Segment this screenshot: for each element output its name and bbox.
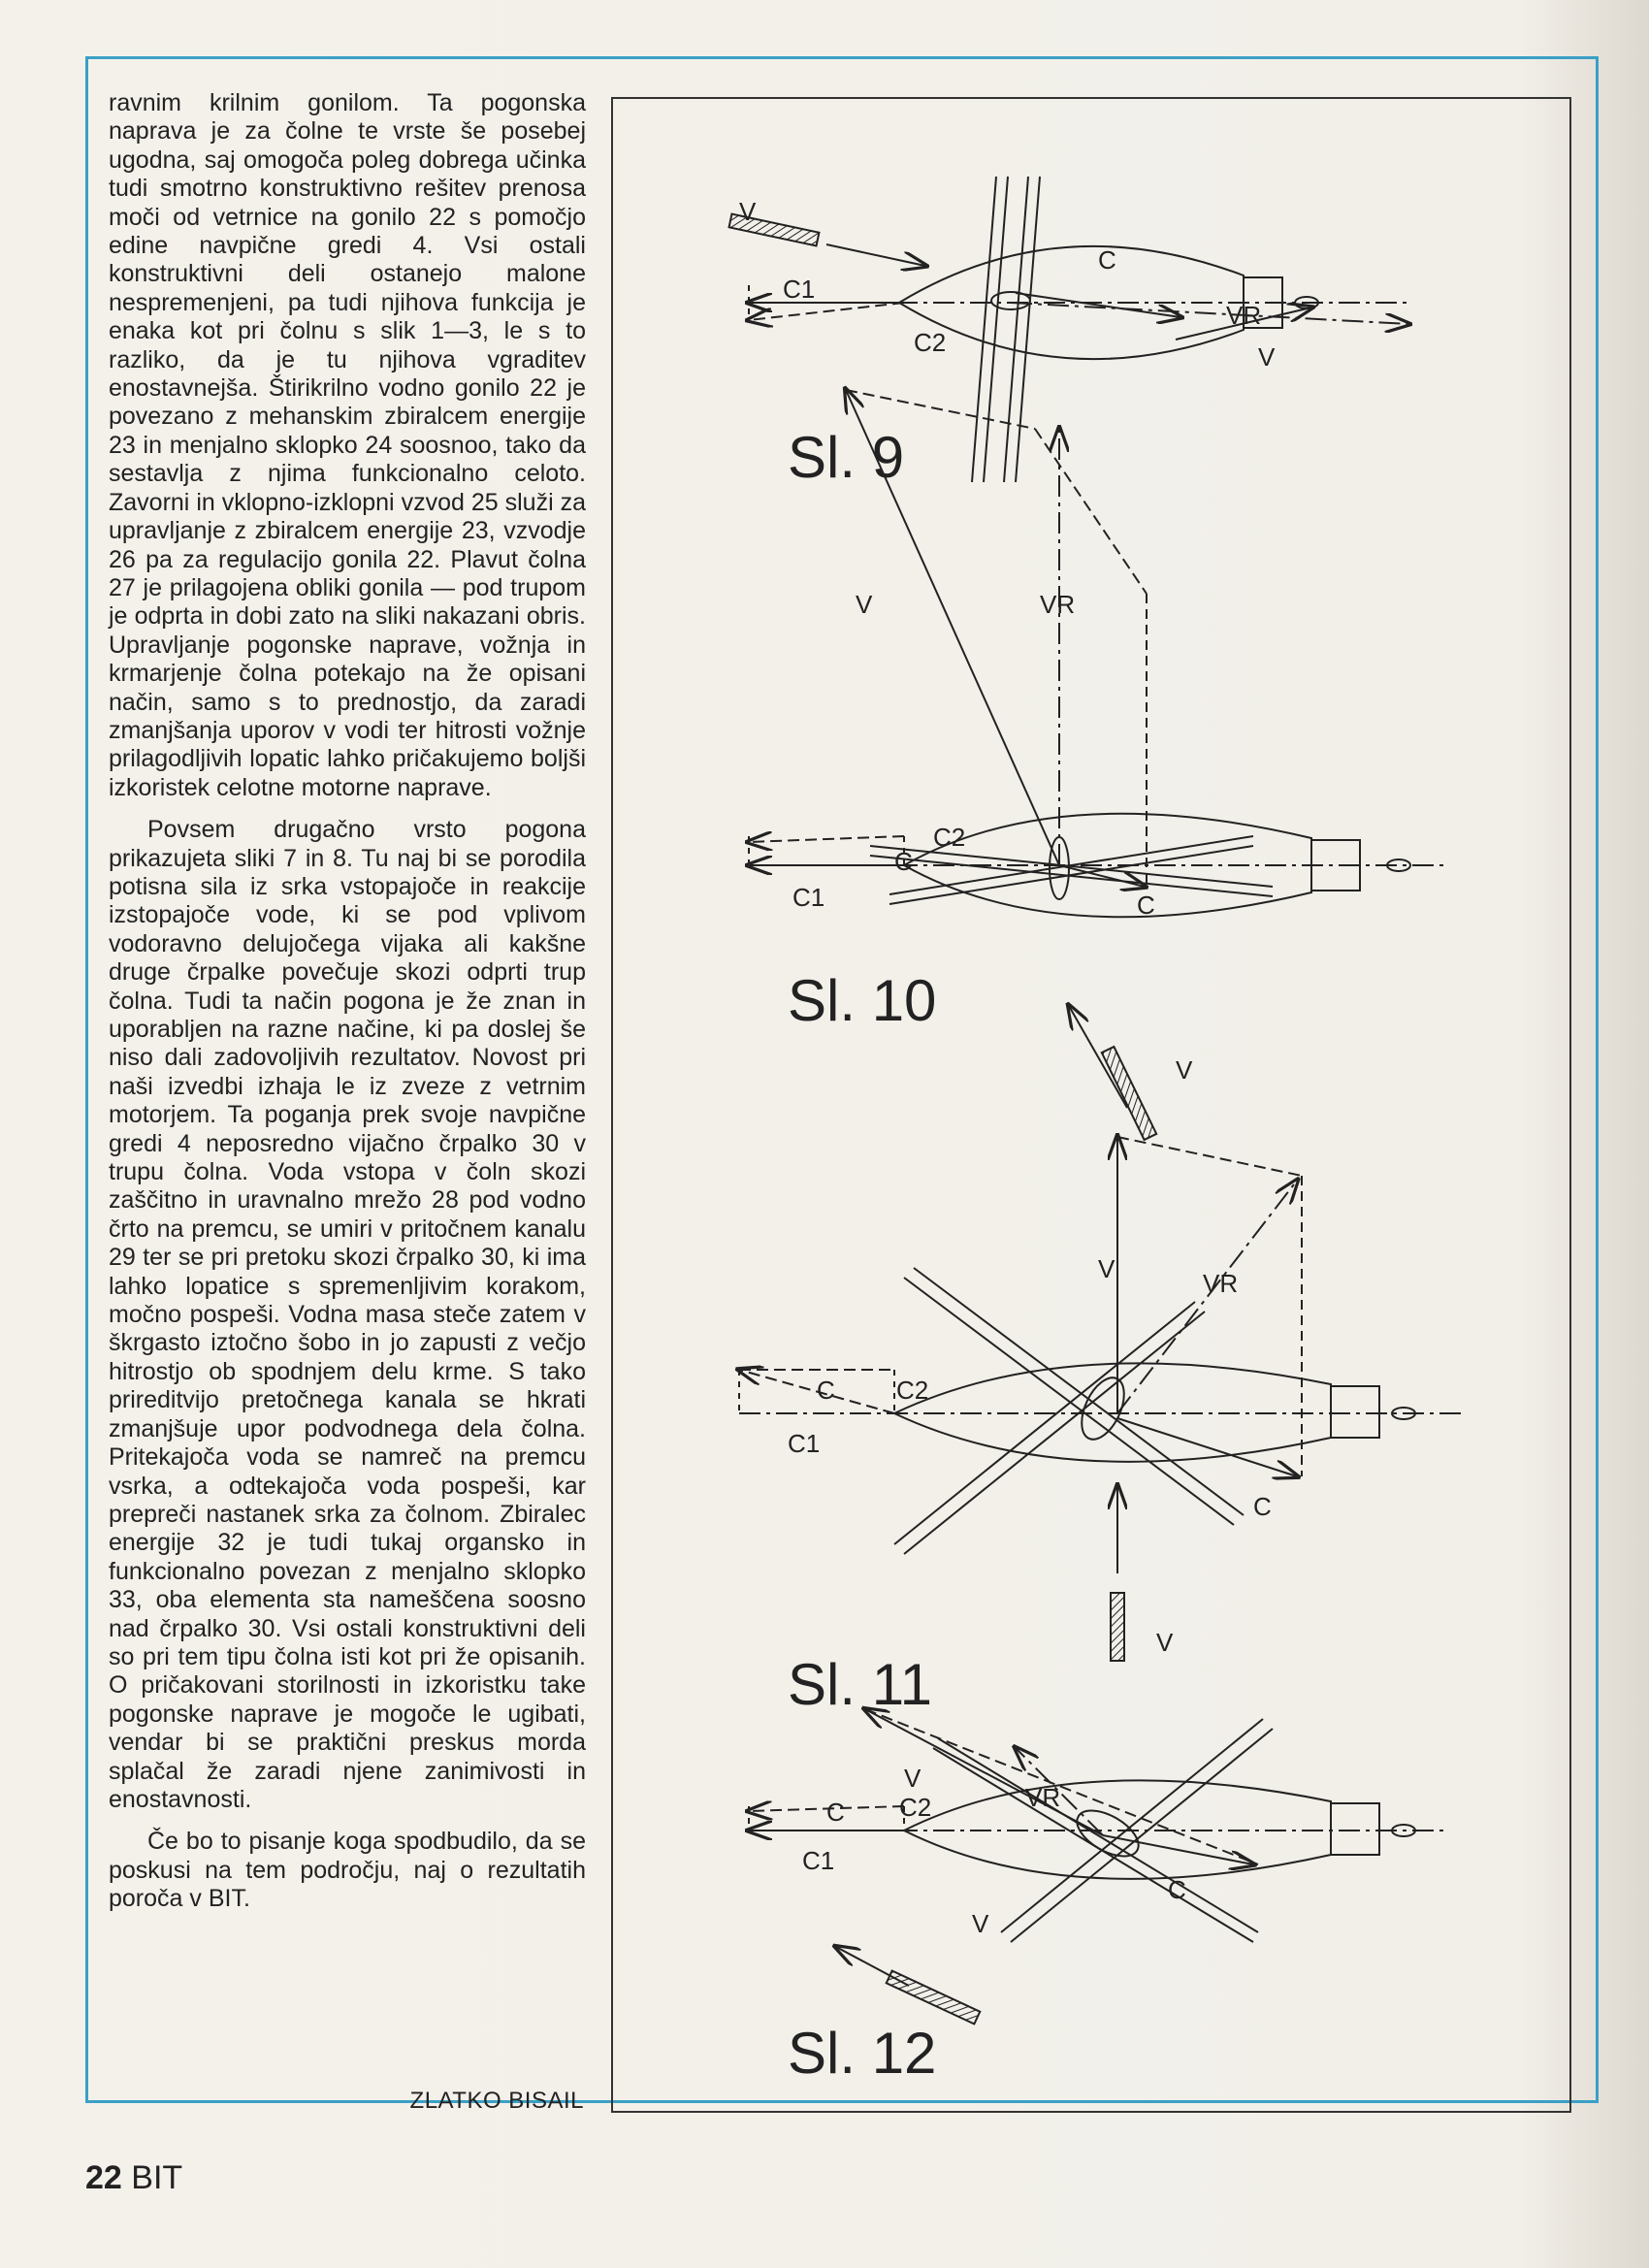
- fig12-v-label: V: [904, 1764, 922, 1793]
- fig10-v-label: V: [856, 590, 873, 619]
- author-name: ZLATKO BISAIL: [409, 2088, 584, 2114]
- figure-panel: [611, 97, 1571, 2113]
- fig11-vr-label: VR: [1203, 1269, 1239, 1298]
- magazine-name: BIT: [131, 2159, 183, 2196]
- fig12-c2b-label: C: [1168, 1875, 1186, 1904]
- fig9-c1-label: C1: [783, 275, 816, 304]
- fig12-c2-label: C2: [899, 1793, 932, 1822]
- page-footer: [85, 2159, 182, 2197]
- fig11-v2-label: V: [1156, 1628, 1174, 1657]
- fig12-vr-label: VR: [1025, 1783, 1061, 1812]
- fig9-caption: Sl. 9: [788, 425, 905, 490]
- figure-11: [739, 1137, 1467, 1661]
- figures-svg: [613, 99, 1573, 2115]
- fig10-c2b-label: C: [1137, 891, 1155, 920]
- fig10-c-label: C: [894, 847, 913, 876]
- figure-12: [749, 1709, 1447, 2024]
- fig9-v2-label: V: [1258, 342, 1276, 372]
- fig11-c2-label: C2: [896, 1376, 929, 1405]
- paragraph-2: Povsem drugačno vrsto pogona prikazujeta sliki 7 in 8. Tu naj bi se porodila potisna sila iz srka vstopajoče in reakcije izstopajoče vode, ki se pod vplivom vodoravno delujočega vijaka ali kakšne druge črpalke povečuje skozi odprti trup čolna. Tudi ta način pogona je že znan in uporabljen na razne načine, ki pa doslej še niso dali zadovoljivih rezultatov. Novost pri naši izvedbi izhaja le iz zveze z vetrnim motorjem. Ta poganja prek svoje navpične gredi 4 neposredno vijačno črpalko 30 v trupu čolna. Voda vstopa v čoln skozi zaščitno in uravnalno mrežo 28 pod vodno črto na premcu, se umiri v pritočnem kanalu 29 ter se pri pretoku skozi črpalko 30, ki ima lahko lopatice s spremenljivim korakom, močno pospeši. Vodna masa steče zatem v škrgasto iztočno šobo in jo zapusti z večjo hitrostjo ob spodnjem delu krme. S tako prireditvijo pretočnega kanala se hkrati zmanjšuje upor podvodnega dela čolna. Pritekajoča voda se namreč na premcu vsrka, a odtekajoča voda pospeši, kar prepreči nastanek srka za čolnom. Zbiralec energije 32 je tudi tukaj organsko in funkcionalno povezan z menjalno sklopko 33, oba elementa sta nameščena soosno nad črpalko 30. Vsi ostali konstruktivni deli so pri tem tipu čolna isti kot pri že opisanih. O pričakovani storilnosti in izkoristku take pogonske naprave je mogoče le ugibati, vendar bi se praktični preskus morda splačal že zaradi njene zanimivosti in enostavnosti.: [109, 816, 586, 1813]
- fig11-c2b-label: C: [1253, 1492, 1272, 1521]
- fig9-c-label: C: [1098, 245, 1116, 275]
- fig9-v-label: V: [739, 197, 757, 226]
- fig11-c-label: C: [817, 1376, 835, 1405]
- fig11-v-label: V: [1098, 1254, 1116, 1283]
- fig12-c-label: C: [826, 1798, 845, 1827]
- fig11-c1-label: C1: [788, 1429, 821, 1458]
- fig9-c2-label: C2: [914, 328, 947, 357]
- paragraph-1: ravnim krilnim gonilom. Ta pogonska naprava je za čolne te vrste še posebej ugodna, saj omogoča poleg dobrega učinka tudi smotrno konstruktivno rešitev prenosa moči od vetrnice na gonilo 22 s pomočjo edine navpične gredi 4. Vsi ostali konstruktivni deli ostanejo malone nespremenjeni, pa tudi njihova funkcija je enaka kot pri čolnu s slik 1—3, le s to razliko, da je tu njihova vgraditev enostavnejša. Štirikrilno vodno gonilo 22 je povezano z mehanskim zbiralcem energije 23 in menjalno sklopko 24 soosnoo, tako da sestavlja z njima funkcionalno celoto. Zavorni in vklopno-izklopni vzvod 25 služi za upravljanje z zbiralcem energije 23, vzvodje 26 pa za regulacijo gonila 22. Plavut čolna 27 je prilagojena obliki gonila — pod trupom je odprta in dobi zato na sliki nakazani obris. Upravljanje pogonske naprave, vožnja in krmarjenje čolna potekajo na že opisani način, samo s to prednostjo, da zaradi zmanjšanja uporov v vodi ter hitrosti vožnje prilagodljivih lopatic lahko pričakujemo boljši izkoristek celotne motorne naprave.: [109, 89, 586, 801]
- page-number: 22: [85, 2159, 122, 2196]
- fig10-caption: Sl. 10: [788, 968, 937, 1033]
- fig9-vr-label: VR: [1226, 301, 1262, 330]
- fig10-v2-label: V: [1176, 1055, 1193, 1085]
- paragraph-3: Če bo to pisanje koga spodbudilo, da se poskusi na tem področju, naj o rezultatih poroča v BIT.: [109, 1828, 586, 1913]
- fig12-v2-label: V: [972, 1909, 989, 1938]
- article-text-column: [109, 89, 586, 1928]
- fig10-vr-label: VR: [1040, 590, 1076, 619]
- fig12-caption: Sl. 12: [788, 2021, 937, 2086]
- fig11-caption: Sl. 11: [788, 1652, 932, 1717]
- fig12-c1-label: C1: [802, 1846, 835, 1875]
- fig10-c2-label: C2: [933, 823, 966, 852]
- fig10-c1-label: C1: [792, 883, 825, 912]
